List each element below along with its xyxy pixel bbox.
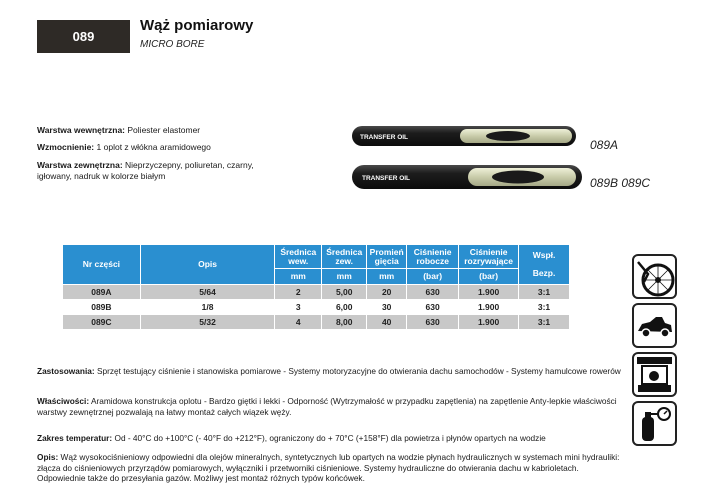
gauge-test-bench-icon bbox=[632, 352, 677, 397]
bicycle-wheel-icon bbox=[632, 254, 677, 299]
table-header-row bbox=[63, 245, 570, 269]
col-header-srz: Średnica zew. bbox=[322, 245, 367, 269]
col-header-crz: Ciśnienie rozrywające bbox=[459, 245, 519, 269]
product-code-box bbox=[37, 20, 130, 53]
properties-paragraph: Właściwości: Aramidowa konstrukcja oplotu - Bardzo giętki i lekki - Odporność (Wytrzymałość w przypadku zapętlenia) na zapętlenie Anty-lepkie właściwości warstwy zewnętrznej pozwalają na łatwy montaż całych wiązek węży. bbox=[37, 396, 617, 417]
col-header-srw: Średnica wew. bbox=[275, 245, 322, 269]
product-code: 089 bbox=[72, 29, 95, 44]
table-row: 089C 5/32 4 8,00 40 630 1.900 3:1 bbox=[63, 315, 570, 330]
page-title: Wąż pomiarowy bbox=[140, 17, 254, 34]
col-header-wsp: Wspł. Bezp. bbox=[519, 245, 570, 285]
col-header-nr: Nr części bbox=[63, 245, 141, 285]
convertible-car-icon bbox=[632, 303, 677, 348]
unit-prom: mm bbox=[367, 269, 407, 285]
spec-outer-layer: Warstwa zewnętrzna: Nieprzyczepny, poliuretan, czarny, igłowany, nadruk w kolorze białym bbox=[37, 160, 254, 181]
description-paragraph: Opis: Wąż wysokociśnieniowy odpowiedni dla olejów mineralnych, syntetycznych lub opartych na wodzie płynach hydraulicznych w systemach mini hydrauliki: złącza do ciśnieniowych przyrządów pomiarowych, wyłączniki i przetworniki ciśnieniowe. Systemy hydrauliczne do otwierania dachu w kabrioletach. Odpowiednie także do przesyłania gazów. Możliwy jest montaż różnych typów końcówek. bbox=[37, 452, 620, 483]
hose-illustration bbox=[350, 120, 590, 200]
hose-089b bbox=[352, 165, 582, 189]
col-header-prom: Promień gięcia bbox=[367, 245, 407, 269]
temperature-paragraph: Zakres temperatur: Od - 40°C do +100°C (- 40°F do +212°F), ograniczony do + 70°C (+158°F) dla powietrza i płynów opartych na wodzie bbox=[37, 433, 546, 443]
hose-label-bc: 089B 089C bbox=[590, 176, 651, 190]
spec-reinforcement: Wzmocnienie: 1 oplot z włókna aramidowego bbox=[37, 142, 211, 152]
applications-paragraph: Zastosowania: Sprzęt testujący ciśnienie i stanowiska pomiarowe - Systemy motoryzacyjne do otwierania dachu samochodów - Systemy hamulcowe rowerów bbox=[37, 366, 621, 376]
table-row: 089A 5/64 2 5,00 20 630 1.900 3:1 bbox=[63, 285, 570, 300]
hose-print-b: TRANSFER OIL bbox=[362, 175, 411, 182]
col-header-cr: Ciśnienie robocze bbox=[407, 245, 459, 269]
hose-print-a: TRANSFER OIL bbox=[360, 134, 409, 141]
unit-crz: (bar) bbox=[459, 269, 519, 285]
unit-srz: mm bbox=[322, 269, 367, 285]
unit-srw: mm bbox=[275, 269, 322, 285]
page-subtitle: MICRO BORE bbox=[140, 39, 205, 50]
hose-label-a: 089A bbox=[590, 138, 619, 152]
spec-inner-layer: Warstwa wewnętrzna: Poliester elastomer bbox=[37, 125, 201, 135]
hose-089a bbox=[352, 126, 576, 146]
parts-table bbox=[62, 244, 570, 330]
unit-cr: (bar) bbox=[407, 269, 459, 285]
gas-cylinder-gauge-icon bbox=[632, 401, 677, 446]
table-row: 089B 1/8 3 6,00 30 630 1.900 3:1 bbox=[63, 300, 570, 315]
col-header-opis: Opis bbox=[140, 245, 275, 285]
